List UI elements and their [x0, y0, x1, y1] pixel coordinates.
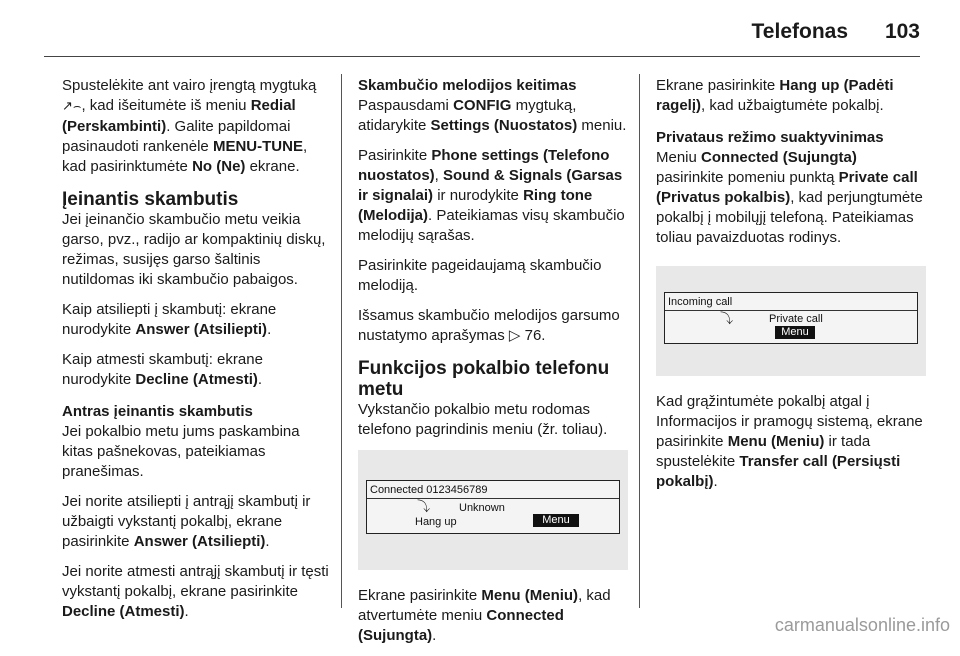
paragraph-hangup: Ekrane pasirinkite Hang up (Padėti ragelį), kad užbaigtumėte pokalbį. — [656, 77, 894, 114]
header-rule — [44, 56, 920, 57]
paragraph-second-call: Jei pokalbio metu jums paskambina kitas pašnekovas, pateikiamas pranešimas. — [62, 423, 300, 480]
menu-button: Menu — [533, 514, 579, 527]
heading-second-call: Antras įeinantis skambutis — [62, 403, 253, 420]
heading-private-mode: Privataus režimo suaktyvinimas — [656, 129, 884, 146]
paragraph-answer-second: Jei norite atsiliepti į antrąjį skambutį ir užbaigti vykstantį pokalbį, ekrane pasirinkite Answer (Atsiliepti). — [62, 493, 311, 550]
column-3 — [656, 76, 926, 502]
paragraph-incoming-mute: Jei įeinančio skambučio metu veikia garso, pvz., radijo ar kompaktinių diskų, režimas, susijęs garso šaltinis nutildomas iki skambučio pabaigos. — [62, 211, 326, 288]
paragraph-decline: Kaip atmesti skambutį: ekrane nurodykite Decline (Atmesti). — [62, 351, 263, 388]
paragraph-main-menu: Vykstančio pokalbio metu rodomas telefono pagrindinis meniu (žr. toliau). — [358, 401, 608, 438]
incoming-title: Incoming call — [668, 296, 733, 308]
page-header — [0, 0, 960, 50]
connected-screen-frame — [366, 480, 620, 534]
phone-hangup-icon: ↗⌢ — [62, 99, 82, 114]
heading-incoming-call: Įeinantis skambutis — [62, 189, 239, 210]
paragraph-transfer: Kad grąžintumėte pokalbį atgal į Informacijos ir pramogų sistemą, ekrane pasirinkite Menu (Meniu) ir tada spustelėkite Transfer call (Persiųsti pokalbį). — [656, 393, 923, 490]
paragraph-volume-ref: Išsamus skambučio melodijos garsumo nustatymo aprašymas ▷ 76. — [358, 307, 620, 344]
paragraph-config: Paspausdami CONFIG mygtuką, atidarykite Settings (Nuostatos) meniu. — [358, 97, 627, 134]
heading-call-functions: Funkcijos pokalbio telefonu metu — [358, 358, 610, 400]
hangup-option: Hang up — [415, 516, 457, 528]
paragraph-decline-second: Jei norite atmesti antrąjį skambutį ir tęsti vykstantį pokalbį, ekrane pasirinkite Decline (Atmesti). — [62, 563, 329, 620]
paragraph-open-menu: Ekrane pasirinkite Menu (Meniu), kad atvertumėte meniu Connected (Sujungta). — [358, 587, 611, 644]
paragraph-answer: Kaip atsiliepti į skambutį: ekrane nurodykite Answer (Atsiliepti). — [62, 301, 277, 338]
private-call-label: Private call — [769, 313, 823, 325]
page-title: Telefonas — [751, 20, 848, 43]
column-divider-1 — [341, 74, 342, 608]
page-reference: ▷ 76 — [508, 327, 542, 344]
caller-name: Unknown — [459, 502, 505, 514]
call-icon: ⤵ — [720, 312, 734, 327]
connected-screen-illustration — [358, 450, 628, 570]
menu-button: Menu — [775, 326, 815, 339]
call-icon: ⤵ — [417, 500, 431, 515]
column-2 — [358, 76, 628, 656]
column-1 — [62, 76, 332, 632]
paragraph-ringtone-path: Pasirinkite Phone settings (Telefono nuostatos), Sound & Signals (Garsas ir signalai) ir nurodykite Ring tone (Melodija). Pateikiamas visų skambučio melodijų sąrašas. — [358, 147, 625, 244]
watermark: carmanualsonline.info — [774, 615, 950, 635]
incoming-screen-frame — [664, 292, 918, 344]
paragraph-exit-redial: Spustelėkite ant vairo įrengtą mygtuką ↗⌢, kad išeitumėte iš meniu Redial (Perskambinti). Galite papildomai pasinaudoti rankenėle MENU-TUNE, kad pasirinktumėte No (Ne) ekrane. — [62, 77, 317, 175]
connected-title: Connected 0123456789 — [370, 484, 488, 496]
page-number: 103 — [884, 20, 920, 43]
incoming-screen-illustration — [656, 266, 926, 376]
paragraph-private-call: Meniu Connected (Sujungta) pasirinkite pomeniu punktą Private call (Privatus pokalbis), kad perjungtumėte pokalbį į mobilųjį telefoną. Pateikiamas toliau pavaizduotas rodinys. — [656, 149, 923, 246]
paragraph-select-ringtone: Pasirinkite pageidaujamą skambučio melodiją. — [358, 257, 602, 294]
column-divider-2 — [639, 74, 640, 608]
heading-ringtone: Skambučio melodijos keitimas — [358, 77, 577, 94]
